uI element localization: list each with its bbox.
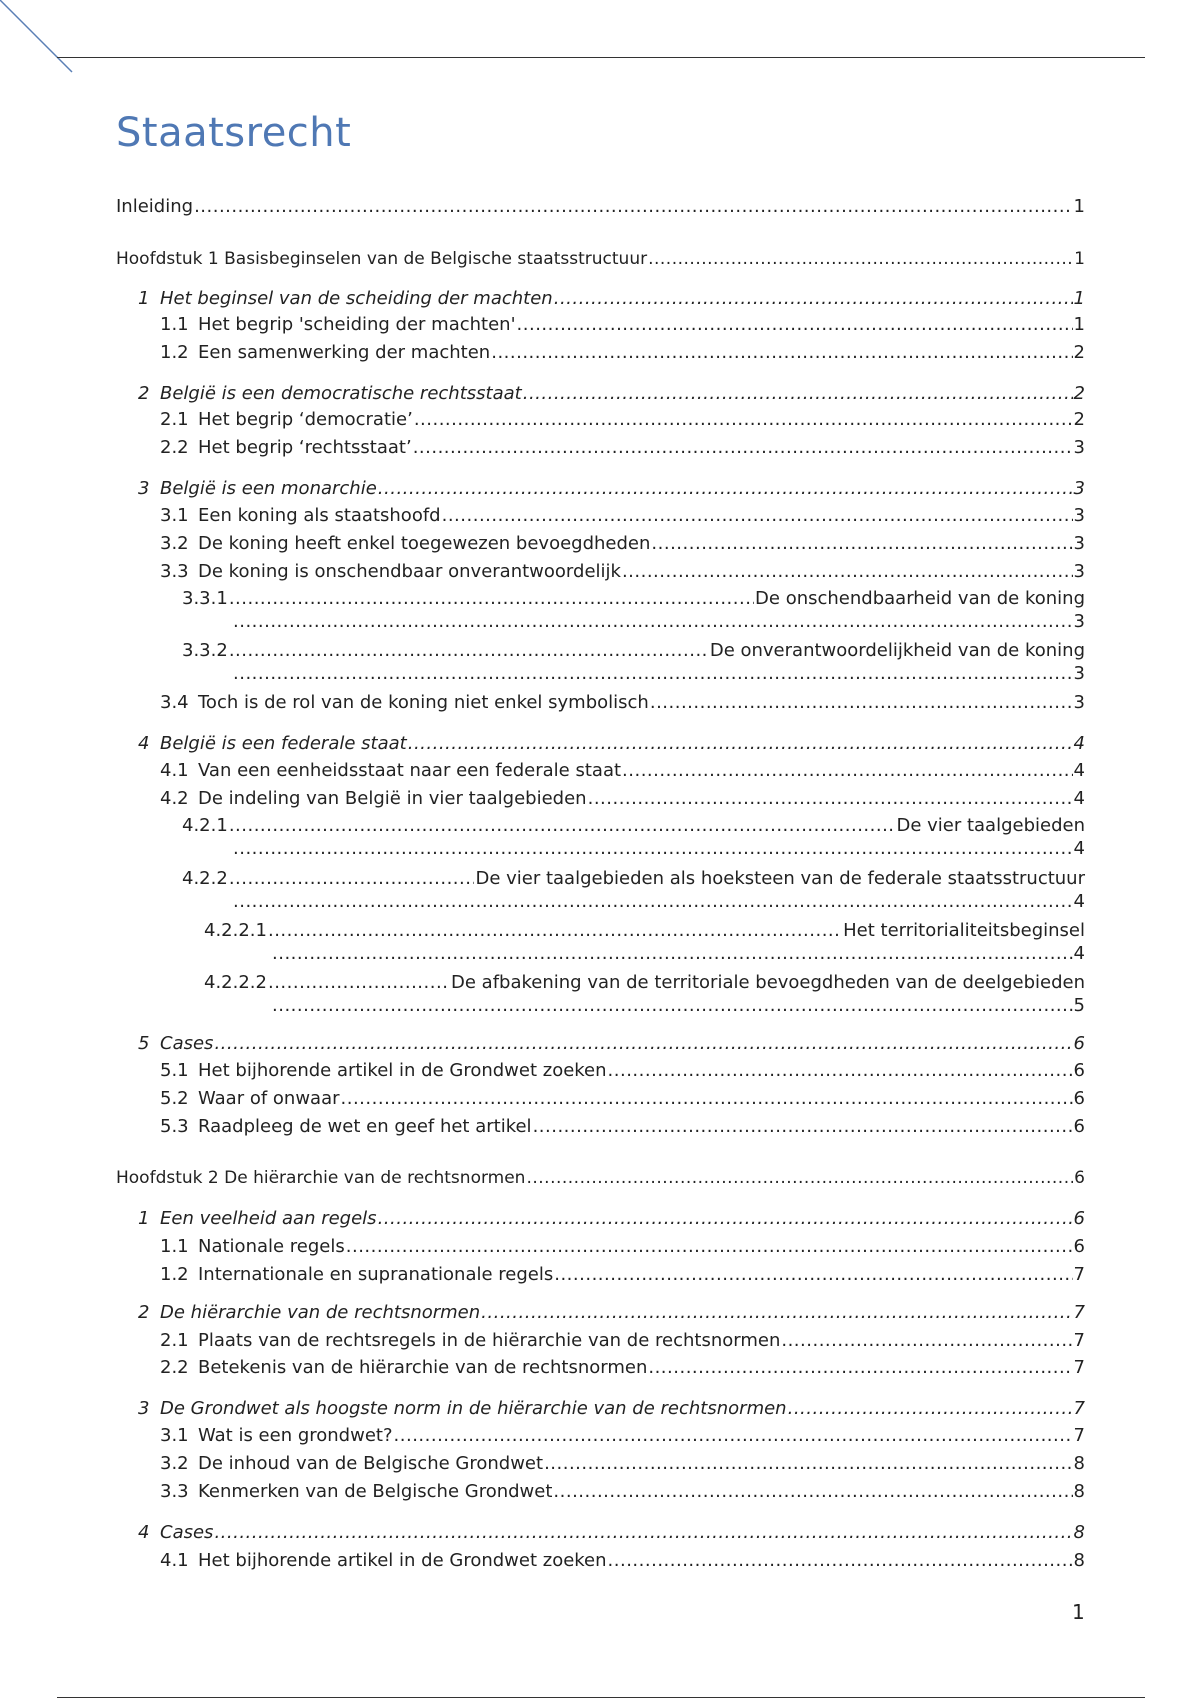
toc-entry[interactable] [138,1033,1085,1055]
toc-entry-label: Het bijhorende artikel in de Grondwet zoeken [198,1060,607,1081]
toc-entry[interactable] [138,733,1085,755]
toc-leader-dots [272,944,1074,964]
toc-entry-number: 4.1 [160,760,189,781]
toc-entry-number: 3.2 [160,533,189,554]
toc-entry-label: Inleiding [116,196,194,217]
toc-entry[interactable] [160,1264,1085,1286]
toc-leader-dots [233,612,1074,632]
toc-entry-label: België is een democratische rechtsstaat [160,383,522,404]
toc-entry-number: 3.3 [160,561,189,582]
toc-leader-dots [781,1330,1072,1352]
toc-entry-page: 6 [1073,1116,1085,1137]
toc-entry-continuation [272,996,1085,1016]
toc-entry-page: 6 [1073,1060,1085,1081]
toc-leader-dots [622,561,1073,583]
toc-leader-dots [229,588,754,610]
toc-leader-dots [229,815,896,837]
toc-entry-label: Nationale regels [198,1236,345,1257]
toc-leader-dots [517,314,1073,336]
toc-entry-page: 3 [1073,692,1085,713]
toc-entry-page: 7 [1073,1330,1085,1351]
footer-rule [57,1697,1145,1698]
toc-entry-number: 3 [138,478,150,499]
toc-entry[interactable] [204,920,1085,942]
toc-entry-number: 1 [138,288,150,309]
toc-entry-number: 1.2 [160,1264,189,1285]
toc-entry-number: 1.1 [160,314,189,335]
toc-leader-dots [229,640,709,662]
toc-entry-number: 2.1 [160,1330,189,1351]
toc-entry[interactable] [160,1236,1085,1258]
toc-leader-dots [588,788,1073,810]
toc-leader-dots [442,505,1073,527]
toc-entry-number: 3.1 [160,505,189,526]
toc-entry-page: 6 [1073,1236,1085,1257]
toc-leader-dots [346,1236,1073,1258]
toc-entry-label: Een samenwerking der machten [198,342,491,363]
toc-leader-dots [408,733,1073,755]
toc-leader-dots [272,996,1074,1016]
toc-leader-dots [608,1550,1073,1572]
toc-entry-page: 3 [1073,533,1085,554]
toc-entry-page: 5 [1073,995,1085,1016]
toc-leader-dots [648,1357,1072,1379]
toc-entry-page: 3 [1073,437,1085,458]
toc-entry-continuation [233,892,1085,912]
toc-entry[interactable] [160,692,1085,714]
toc-entry-label: Hoofdstuk 2 De hiërarchie van de rechtsnormen [116,1168,526,1188]
toc-entry-page: 8 [1073,1550,1085,1571]
toc-leader-dots [214,1522,1072,1544]
toc-entry-page: 8 [1073,1481,1085,1502]
toc-entry-page: 6 [1073,1208,1085,1229]
toc-entry-page: 3 [1073,611,1085,632]
toc-entry[interactable] [160,342,1085,364]
toc-entry-label: Van een eenheidsstaat naar een federale staat [198,760,622,781]
toc-entry-page: 1 [1073,196,1085,217]
toc-entry[interactable] [160,1088,1085,1110]
toc-entry-label: Het bijhorende artikel in de Grondwet zoeken [198,1550,607,1571]
toc-entry-number: 3.1 [160,1425,189,1446]
toc-entry[interactable] [160,1425,1085,1447]
toc-leader-dots [233,664,1074,684]
toc-entry-number: 3 [138,1398,150,1419]
toc-entry-number: 2 [138,1302,150,1323]
toc-leader-dots [608,1060,1073,1082]
toc-leader-dots [268,920,842,942]
toc-entry-label: De vier taalgebieden [896,815,1085,836]
toc-entry-label: Het beginsel van de scheiding der machten [160,288,553,309]
toc-entry[interactable] [204,972,1085,994]
toc-leader-dots [233,892,1074,912]
toc-leader-dots [413,437,1073,459]
toc-entry-page: 4 [1073,733,1085,754]
toc-entry-label: Het begrip 'scheiding der machten' [198,314,516,335]
toc-leader-dots [378,478,1073,500]
toc-entry-label: De koning heeft enkel toegewezen bevoegdheden [198,533,651,554]
toc-entry-label: België is een federale staat [160,733,407,754]
toc-entry-page: 2 [1073,383,1085,404]
toc-entry[interactable] [160,1453,1085,1475]
toc-leader-dots [553,1481,1072,1503]
toc-entry-page: 7 [1073,1357,1085,1378]
toc-entry-page: 6 [1074,1168,1085,1188]
toc-entry-number: 1 [138,1208,150,1229]
toc-entry[interactable] [160,1116,1085,1138]
toc-entry-page: 4 [1073,838,1085,859]
toc-entry[interactable] [160,1060,1085,1082]
toc-entry-label: Raadpleeg de wet en geef het artikel [198,1116,532,1137]
toc-leader-dots [341,1088,1073,1110]
toc-entry-label: Het territorialiteitsbeginsel [843,920,1085,941]
toc-leader-dots [622,760,1073,782]
toc-entry-page: 3 [1073,505,1085,526]
toc-entry-page: 4 [1073,788,1085,809]
toc-leader-dots [491,342,1072,364]
toc-entry-number: 3.4 [160,692,189,713]
toc-entry[interactable] [160,505,1085,527]
toc-entry[interactable] [160,437,1085,459]
toc-entry-page: 8 [1073,1522,1085,1543]
toc-entry-label: Het begrip ‘democratie’ [198,409,413,430]
toc-entry[interactable] [138,288,1085,310]
toc-entry-label: Hoofdstuk 1 Basisbeginselen van de Belgische staatsstructuur [116,249,648,269]
toc-entry-label: De inhoud van de Belgische Grondwet [198,1453,544,1474]
toc-leader-dots [523,383,1073,405]
toc-entry-page: 3 [1073,478,1085,499]
toc-entry[interactable] [160,314,1085,336]
toc-entry-number: 2.2 [160,437,189,458]
toc-entry-page: 7 [1073,1264,1085,1285]
toc-entry-number: 5 [138,1033,150,1054]
toc-entry-number: 1.2 [160,342,189,363]
toc-entry-label: Het begrip ‘rechtsstaat’ [198,437,412,458]
toc-entry-number: 4.2.2.1 [204,920,267,941]
toc-entry-page: 4 [1073,760,1085,781]
toc-leader-dots [533,1116,1073,1138]
toc-entry[interactable] [138,1208,1085,1230]
toc-entry-label: Betekenis van de hiërarchie van de rechtsnormen [198,1357,648,1378]
toc-entry-label: Kenmerken van de Belgische Grondwet [198,1481,553,1502]
toc-leader-dots [394,1425,1073,1447]
toc-entry-label: Wat is een grondwet? [198,1425,393,1446]
toc-entry-label: De vier taalgebieden als hoeksteen van de federale staatsstructuur [475,868,1085,889]
toc-entry-number: 4.2.1 [182,815,228,836]
toc-leader-dots [268,972,450,994]
toc-entry-label: De indeling van België in vier taalgebieden [198,788,587,809]
toc-entry-page: 7 [1073,1425,1085,1446]
toc-entry-page: 2 [1073,409,1085,430]
toc-entry-number: 4 [138,1522,150,1543]
toc-leader-dots [194,196,1072,218]
toc-entry-label: Waar of onwaar [198,1088,340,1109]
toc-entry-number: 4 [138,733,150,754]
toc-entry-number: 5.2 [160,1088,189,1109]
toc-entry-page: 1 [1073,288,1085,309]
toc-entry-label: België is een monarchie [160,478,377,499]
toc-entry-continuation [233,612,1085,632]
toc-entry-label: De koning is onschendbaar onverantwoordelijk [198,561,621,582]
toc-entry[interactable] [160,1550,1085,1572]
toc-entry-continuation [233,664,1085,684]
toc-leader-dots [554,288,1073,310]
toc-entry-number: 5.1 [160,1060,189,1081]
toc-leader-dots [554,1264,1072,1286]
toc-entry[interactable] [116,196,1085,218]
toc-leader-dots [650,692,1073,714]
toc-entry[interactable] [138,1522,1085,1544]
toc-entry[interactable] [182,868,1085,890]
toc-entry[interactable] [138,478,1085,500]
toc-entry-continuation [272,944,1085,964]
toc-entry[interactable] [182,588,1085,610]
toc-entry[interactable] [160,1481,1085,1503]
toc-entry[interactable] [160,533,1085,555]
toc-entry-number: 3.3.2 [182,640,228,661]
toc-entry-label: Plaats van de rechtsregels in de hiërarchie van de rechtsnormen [198,1330,781,1351]
toc-entry[interactable] [160,1357,1085,1379]
toc-entry[interactable] [138,1302,1085,1324]
toc-entry-page: 3 [1073,561,1085,582]
toc-entry-number: 3.3.1 [182,588,228,609]
toc-entry-label: De onverantwoordelijkheid van de koning [709,640,1085,661]
toc-entry[interactable] [182,640,1085,662]
toc-entry-number: 4.2 [160,788,189,809]
toc-entry-label: Toch is de rol van de koning niet enkel symbolisch [198,692,649,713]
toc-entry[interactable] [160,561,1085,583]
toc-entry-label: Een koning als staatshoofd [198,505,441,526]
toc-entry-label: De hiërarchie van de rechtsnormen [160,1302,481,1323]
toc-entry-label: De onschendbaarheid van de koning [755,588,1085,609]
toc-leader-dots [214,1033,1072,1055]
toc-entry[interactable] [160,409,1085,431]
toc-entry-page: 6 [1073,1088,1085,1109]
toc-leader-dots [788,1398,1073,1420]
toc-leader-dots [648,248,1073,270]
toc-entry[interactable] [116,248,1085,270]
toc-leader-dots [651,533,1072,555]
toc-entry-page: 7 [1073,1398,1085,1419]
toc-entry-page: 4 [1073,891,1085,912]
toc-entry-number: 2.2 [160,1357,189,1378]
toc-leader-dots [481,1302,1072,1324]
toc-leader-dots [378,1208,1073,1230]
toc-entry-label: Internationale en supranationale regels [198,1264,554,1285]
toc-entry-label: De Grondwet als hoogste norm in de hiërarchie van de rechtsnormen [160,1398,787,1419]
toc-entry-number: 4.2.2.2 [204,972,267,993]
toc-entry-continuation [233,839,1085,859]
toc-entry-number: 2 [138,383,150,404]
toc-entry-number: 3.3 [160,1481,189,1502]
toc-entry-label: Een veelheid aan regels [160,1208,377,1229]
toc-entry[interactable] [160,1330,1085,1352]
toc-leader-dots [414,409,1073,431]
toc-entry[interactable] [160,788,1085,810]
toc-entry-number: 1.1 [160,1236,189,1257]
toc-entry-page: 7 [1073,1302,1085,1323]
toc-entry-page: 1 [1073,314,1085,335]
toc-entry[interactable] [160,760,1085,782]
toc-entry-number: 4.1 [160,1550,189,1571]
toc-entry-page: 1 [1074,249,1085,269]
page-number: 1 [1072,1600,1085,1624]
toc-entry-page: 8 [1073,1453,1085,1474]
toc-entry-page: 3 [1073,663,1085,684]
toc-entry-number: 2.1 [160,409,189,430]
toc-leader-dots [544,1453,1072,1475]
toc-entry-number: 4.2.2 [182,868,228,889]
toc-entry-page: 2 [1073,342,1085,363]
toc-entry[interactable] [138,383,1085,405]
toc-entry-number: 5.3 [160,1116,189,1137]
toc-entry[interactable] [182,815,1085,837]
toc-leader-dots [526,1167,1073,1189]
toc-entry-page: 4 [1073,943,1085,964]
toc-entry-label: Cases [160,1522,214,1543]
toc-leader-dots [233,839,1074,859]
toc-entry[interactable] [138,1398,1085,1420]
toc-entry[interactable] [116,1167,1085,1189]
toc-entry-number: 3.2 [160,1453,189,1474]
toc-entry-label: Cases [160,1033,214,1054]
toc-entry-page: 6 [1073,1033,1085,1054]
toc-leader-dots [229,868,475,890]
toc-entry-label: De afbakening van de territoriale bevoegdheden van de deelgebieden [451,972,1085,993]
document-title: Staatsrecht [116,110,352,156]
